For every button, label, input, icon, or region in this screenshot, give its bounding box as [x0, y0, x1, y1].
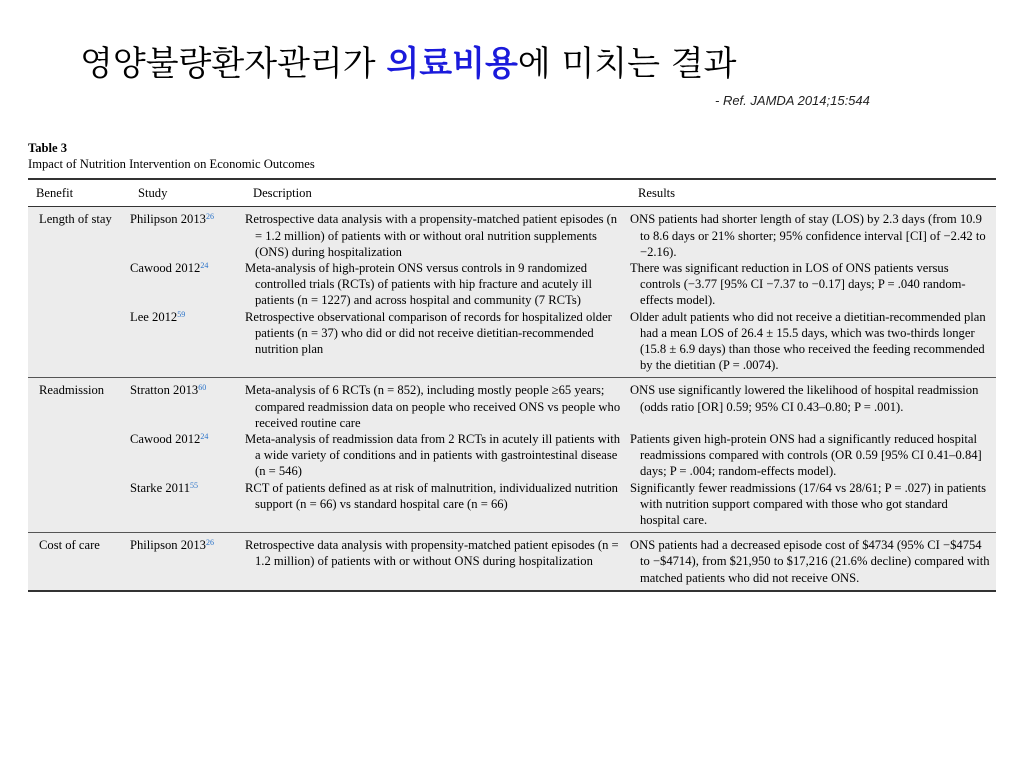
benefit-cell: Length of stay — [39, 212, 112, 227]
benefit-cell-empty — [28, 309, 130, 374]
header-study: Study — [138, 186, 168, 201]
study-cell — [130, 260, 245, 309]
reference-superscript[interactable]: 24 — [200, 432, 209, 442]
benefit-cell: Cost of care — [39, 538, 100, 553]
reference-superscript[interactable]: 24 — [200, 261, 209, 271]
header-description: Description — [253, 186, 312, 201]
study-cell — [130, 537, 245, 586]
reference-superscript[interactable]: 26 — [205, 212, 214, 222]
reference-superscript[interactable]: 55 — [190, 480, 199, 490]
result-cell: ONS patients had shorter length of stay (LOS) by 2.3 days (from 10.9 to 8.6 days or 21% shorter; 95% confidence interval [CI] of −2.42 to −2.16). — [630, 212, 986, 259]
result-cell: ONS use significantly lowered the likelihood of hospital readmission (odds ratio [OR] 0.59; 95% CI 0.43–0.80; P = .001). — [630, 383, 979, 414]
description-cell: RCT of patients defined as at risk of malnutrition, individualized nutrition support (n = 66) vs standard hospital care (n = 66) — [245, 480, 618, 511]
reference-superscript[interactable]: 60 — [198, 383, 207, 393]
study-cell — [130, 480, 245, 529]
table-caption: Impact of Nutrition Intervention on Economic Outcomes — [28, 157, 315, 172]
result-cell: ONS patients had a decreased episode cost of $4734 (95% CI −$4754 to −$4714), from $21,950 to $17,216 (21.6% decline) compared with matched patients who did not receive ONS. — [630, 538, 990, 585]
table-row — [28, 382, 996, 431]
study-name: Philipson 2013 — [130, 538, 206, 553]
table-row — [28, 480, 996, 529]
reference-superscript[interactable]: 26 — [205, 538, 214, 548]
study-cell — [130, 211, 245, 260]
result-cell: There was significant reduction in LOS of ONS patients versus controls (−3.77 [95% CI −7.37 to −0.17] days; P = .040 random-effects model). — [630, 261, 966, 308]
result-cell: Patients given high-protein ONS had a significantly reduced hospital readmissions compared with controls (OR 0.59 [95% CI 0.41–0.84] days; P = .004; random-effects model). — [630, 432, 982, 479]
description-cell: Retrospective data analysis with a propensity-matched patient episodes (n = 1.2 million) of patients with or without oral nutrition supplements (ONS) during hospitalization — [245, 212, 618, 259]
table-group-cost-of-care — [28, 533, 996, 592]
table-label: Table 3 — [28, 141, 68, 155]
result-cell: Older adult patients who did not receive a dietitian-recommended plan had a mean LOS of 26.4 ± 15.5 days, which was two-thirds longer (15.8 ± 6.9 days) than those who received the feeding recommended by the dietitian (P = .0074). — [630, 309, 986, 373]
description-cell: Retrospective data analysis with propensity-matched patient episodes (n = 1.2 million) of patients with or without ONS during hospitalization — [245, 538, 619, 569]
reference-superscript[interactable]: 59 — [177, 309, 186, 319]
title-text: 영양불량환자관리가 — [80, 44, 387, 84]
title-text-end: 에 미치는 결과 — [517, 44, 737, 84]
title-highlight: 의료비용 — [386, 44, 518, 84]
benefit-cell: Readmission — [39, 383, 105, 398]
table-header — [28, 178, 996, 207]
study-cell — [130, 382, 245, 431]
header-benefit: Benefit — [36, 186, 74, 201]
description-cell: Meta-analysis of 6 RCTs (n = 852), including mostly people ≥65 years; compared readmission data on people who received ONS vs people who received routine care — [245, 383, 621, 430]
description-cell: Retrospective observational comparison of records for hospitalized older patients (n = 37) who did or did not receive dietitian-recommended nutrition plan — [245, 309, 612, 357]
study-cell — [130, 309, 245, 374]
table-group-readmission — [28, 378, 996, 533]
table-row — [28, 309, 996, 374]
description-cell: Meta-analysis of readmission data from 2 RCTs in acutely ill patients with a wide variety of conditions and in patients with gastrointestinal disease (n = 546) — [245, 432, 621, 479]
table-row — [28, 537, 996, 586]
header-results: Results — [638, 186, 676, 201]
nutrition-table — [28, 140, 996, 592]
table-row — [28, 431, 996, 480]
benefit-cell-empty — [28, 480, 130, 529]
reference-citation: - Ref. JAMDA 2014;15:544 — [715, 93, 870, 108]
study-name: Lee 2012 — [130, 309, 178, 324]
slide-title — [80, 42, 736, 86]
table-row — [28, 211, 996, 260]
study-name: Cawood 2012 — [130, 261, 201, 276]
table-row — [28, 260, 996, 309]
benefit-cell-empty — [28, 431, 130, 480]
study-name: Starke 2011 — [130, 480, 191, 495]
description-cell: Meta-analysis of high-protein ONS versus controls in 9 randomized controlled trials (RCTs) of patients with hip fracture and acutely ill patients (n = 1227) and across hospital and community (7 RCTs) — [245, 261, 592, 308]
table-group-length-of-stay — [28, 207, 996, 378]
study-cell — [130, 431, 245, 480]
study-name: Philipson 2013 — [130, 212, 206, 227]
study-name: Stratton 2013 — [130, 383, 199, 398]
result-cell: Significantly fewer readmissions (17/64 vs 28/61; P = .027) in patients with nutrition support compared with those who got standard hospital care. — [630, 480, 987, 528]
benefit-cell-empty — [28, 260, 130, 309]
study-name: Cawood 2012 — [130, 432, 201, 447]
